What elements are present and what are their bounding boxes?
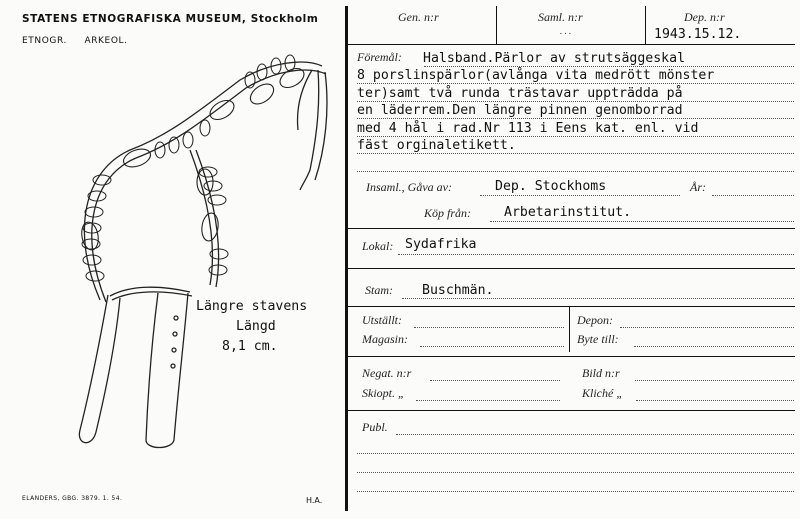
drawing-caption	[196, 297, 356, 357]
byte-label: Byte till:	[577, 332, 619, 346]
stam-label: Stam:	[365, 283, 393, 297]
publ-dotted-3	[357, 472, 794, 473]
divider-utstallt	[348, 306, 795, 307]
skiopt-dotted	[416, 400, 560, 401]
foremal-dotted-7	[357, 171, 794, 172]
printer-note: ELANDERS, GBG. 3879. 1. 54.	[22, 495, 123, 502]
necklace-drawing	[0, 0, 345, 519]
top-col-divider-2	[645, 6, 646, 44]
insaml-label: Insaml., Gåva av:	[366, 180, 452, 194]
dept-etnogr: ETNOGR.	[22, 36, 67, 46]
divider-lokal	[348, 228, 795, 229]
utstallt-col-divider	[569, 306, 570, 352]
ar-label: År:	[690, 180, 706, 194]
kop-value: Arbetarinstitut.	[504, 205, 632, 220]
dep-number: 1943.15.12.	[654, 27, 742, 42]
divider-negat	[348, 356, 795, 357]
kliche-dotted	[636, 400, 794, 401]
foremal-label: Föremål:	[357, 50, 402, 64]
depon-label: Depon:	[577, 313, 613, 327]
utstallt-dotted	[414, 327, 564, 328]
lokal-label: Lokal:	[362, 239, 394, 253]
foremal-dotted-2	[357, 83, 794, 84]
saml-value: . . .	[560, 26, 572, 36]
foremal-line-3: ter)samt två runda trästavar uppträdda på	[357, 85, 683, 101]
negat-dotted	[430, 380, 560, 381]
divider-stam	[348, 268, 795, 269]
magasin-dotted	[420, 346, 564, 347]
top-row-divider	[348, 44, 795, 45]
lokal-dotted	[398, 254, 794, 255]
bild-dotted	[635, 380, 794, 381]
ar-dotted	[712, 195, 794, 196]
publ-dotted-2	[357, 453, 794, 454]
caption-line-1: Längre stavens	[196, 299, 308, 314]
gen-label: Gen. n:r	[398, 10, 439, 24]
museum-name: STATENS ETNOGRAFISKA MUSEUM,	[22, 13, 247, 25]
foremal-dotted-5	[357, 136, 794, 137]
utstallt-label: Utställt:	[362, 313, 403, 327]
museum-city: Stockholm	[250, 13, 319, 25]
top-col-divider-1	[496, 6, 497, 44]
publ-dotted-4	[357, 491, 794, 492]
foremal-line-5: med 4 hål i rad.Nr 113 i Eens kat. enl. vid	[357, 120, 699, 136]
foremal-dotted-3	[357, 101, 794, 102]
foremal-dotted-6	[357, 153, 794, 154]
insaml-dotted	[480, 195, 680, 196]
caption-line-3: 8,1 cm.	[222, 339, 278, 354]
divider-publ	[348, 410, 795, 411]
dept-arkeol: ARKEOL.	[84, 36, 128, 46]
lokal-value: Sydafrika	[405, 237, 477, 252]
stam-dotted	[402, 298, 794, 299]
magasin-label: Magasin:	[362, 332, 408, 346]
depon-dotted	[620, 327, 794, 328]
bild-label: Bild n:r	[582, 366, 620, 380]
insaml-value: Dep. Stockhoms	[495, 179, 607, 194]
card-left-border	[345, 6, 348, 511]
byte-dotted	[634, 346, 794, 347]
kop-label: Köp från:	[424, 206, 472, 220]
kop-dotted	[490, 221, 794, 222]
caption-line-2: Längd	[236, 319, 276, 334]
kliche-label: Kliché „	[582, 386, 623, 400]
foremal-line-2: 8 porslinspärlor(avlånga vita medrött mönster	[357, 68, 715, 84]
negat-label: Negat. n:r	[362, 366, 412, 380]
publ-label: Publ.	[362, 420, 388, 434]
stam-value: Buschmän.	[422, 283, 494, 298]
dep-label: Dep. n:r	[684, 10, 725, 24]
foremal-line-1: Halsband.Pärlor av strutsäggeskal	[423, 51, 686, 66]
publ-dotted-1	[396, 434, 794, 435]
foremal-dotted-1	[424, 66, 794, 67]
skiopt-label: Skiopt. „	[362, 386, 405, 400]
artist-initials: H.A.	[306, 496, 323, 505]
foremal-line-6: fäst orginaletikett.	[357, 138, 516, 154]
saml-label: Saml. n:r	[538, 10, 583, 24]
foremal-dotted-4	[357, 118, 794, 119]
foremal-line-4: en läderrem.Den längre pinnen genomborrad	[357, 103, 683, 119]
